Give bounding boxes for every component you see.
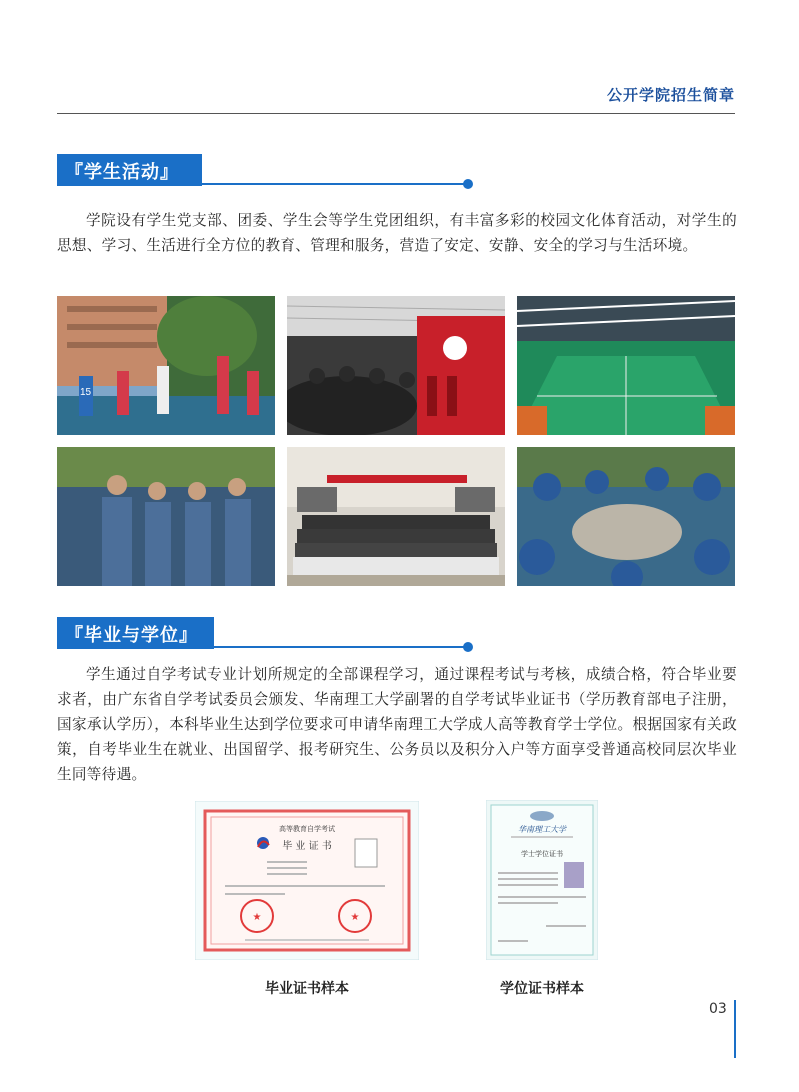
jersey-number: 15 <box>80 387 92 398</box>
diploma-caption: 毕业证书样本 <box>265 981 349 997</box>
photo-badminton-hall <box>517 296 735 435</box>
photo-military-training <box>57 447 275 586</box>
activities-paragraph: 学院设有学生党支部、团委、学生会等学生党团组织，有丰富多彩的校园文化体育活动，对学生的思想、学习、生活进行全方位的教育、管理和服务，营造了安定、安静、安全的学习与生活环境。 <box>57 212 737 254</box>
photo-basketball <box>57 296 275 435</box>
section-dot <box>463 642 473 652</box>
header-divider <box>57 113 735 114</box>
diploma-top-line: 高等教育自学考试 <box>279 825 335 833</box>
section-title-graduation: 『毕业与学位』 <box>57 617 214 649</box>
photo-campus-visit <box>287 296 505 435</box>
diploma-certificate-image <box>195 801 419 960</box>
section-heading-graduation <box>57 617 477 649</box>
diploma-heading: 毕 业 证 书 <box>282 841 332 852</box>
graduation-paragraph: 学生通过自学考试专业计划所规定的全部课程学习，通过课程考试与考核，成绩合格，符合毕业要求者，由广东省自学考试委员会颁发、华南理工大学副署的自学考试毕业证书（学历教育部电子注册，国家承认学历），本科毕业生达到学位要求可申请华南理工大学成人高等教育学士学位。根据国家有关政策，自考毕业生在就业、出国留学、报考研究生、公务员以及积分入户等方面享受普通高校同层次毕业生同等待遇。 <box>57 666 737 783</box>
section-underline <box>202 183 467 185</box>
photo-training-circle <box>517 447 735 586</box>
degree-certificate-image <box>486 800 598 960</box>
page-number: 03 <box>709 1001 727 1017</box>
degree-school-name: 华南理工大学 <box>518 825 566 834</box>
photo-group-photo <box>287 447 505 586</box>
degree-heading: 学士学位证书 <box>521 850 563 858</box>
section-underline <box>214 646 467 648</box>
page-number-bar <box>734 1000 736 1058</box>
section-dot <box>463 179 473 189</box>
header-title: 公开学院招生简章 <box>606 86 735 104</box>
svg-text:★: ★ <box>350 912 360 923</box>
section-title-activities: 『学生活动』 <box>57 154 202 186</box>
svg-text:★: ★ <box>252 912 262 923</box>
section-heading-activities <box>57 154 477 186</box>
degree-caption: 学位证书样本 <box>500 981 584 997</box>
